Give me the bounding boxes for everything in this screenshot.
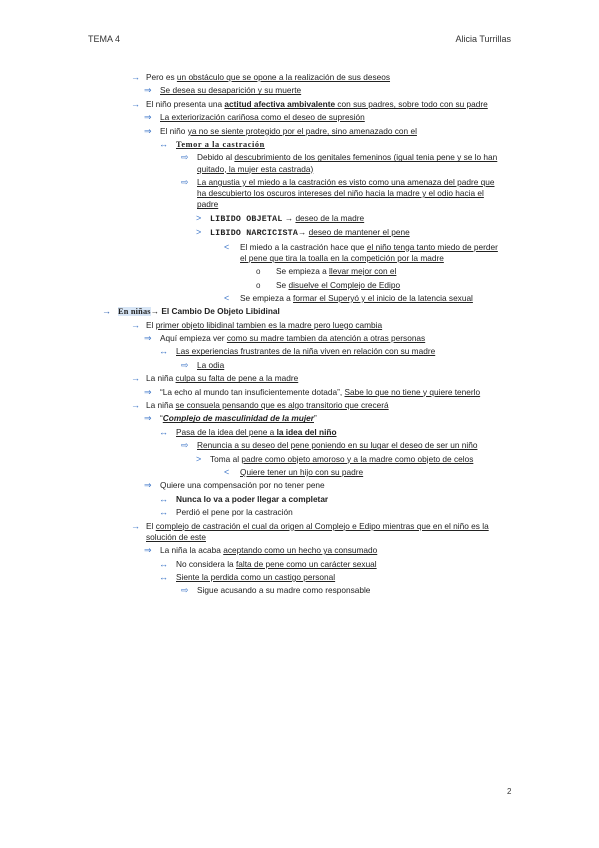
item-bold-text: Nunca lo va a poder llegar a completar xyxy=(176,493,329,504)
item-underlined-text: con sus padres, sobre todo con su padre xyxy=(335,98,488,109)
item-underlined-text: La exteriorización cariñosa como el deseo de supresión xyxy=(160,112,365,123)
header-topic: TEMA 4 xyxy=(88,34,121,44)
outline-item xyxy=(0,242,506,264)
item-text: → xyxy=(298,227,309,238)
outline-item xyxy=(0,427,599,438)
outline-item xyxy=(0,139,599,150)
item-text: Quiere una compensación por no tener pene xyxy=(160,480,325,491)
outline-item xyxy=(0,480,599,491)
outline-item xyxy=(0,227,599,239)
item-underlined-text: como su madre tambien da atención a otras personas xyxy=(226,333,426,344)
item-text: La niña xyxy=(146,373,176,384)
outline-item xyxy=(0,387,508,398)
outline-item xyxy=(0,112,599,123)
item-underlined-text: culpa su falta de pene a la madre xyxy=(175,373,299,384)
outline-item xyxy=(0,85,599,96)
outline-item xyxy=(0,293,506,304)
outline-item xyxy=(0,507,599,518)
item-underlined-text: Se desea su desaparición y su muerte xyxy=(160,85,302,96)
arrow-icon: → xyxy=(131,373,140,384)
item-underlined-text: Pasa de la idea del pene a xyxy=(176,426,277,437)
outline-item xyxy=(0,72,599,83)
chevron-right-icon: > xyxy=(196,227,202,238)
outline-item xyxy=(0,346,599,357)
item-underlined-text: Renuncia a su deseo del pene poniendo en su lugar el deseo de ser un niño xyxy=(197,440,478,451)
outline-item xyxy=(0,360,599,371)
left-right-arrow-icon: ↔ xyxy=(159,426,168,437)
chevron-right-icon: > xyxy=(196,212,202,223)
item-underlined-text: falta de pene como un carácter sexual xyxy=(235,558,377,569)
less-than-icon: < xyxy=(224,241,230,252)
outline-item xyxy=(0,494,599,505)
arrow-icon: → xyxy=(131,400,140,411)
item-text: La niña la acaba xyxy=(160,545,224,556)
item-underlined-text: ya no se siente protegido por el padre, sino amenazado con el xyxy=(187,125,417,136)
arrow-icon: → xyxy=(131,98,140,109)
left-right-arrow-icon: ↔ xyxy=(159,571,168,582)
item-text: ” xyxy=(314,413,317,424)
item-underlined-text: Siente la perdida como un castigo personal xyxy=(176,571,336,582)
circle-bullet-icon: o xyxy=(256,267,261,277)
outline-item xyxy=(0,454,506,465)
less-than-icon: < xyxy=(224,292,230,303)
item-text: Sigue acusando a su madre como responsable xyxy=(197,585,371,596)
item-underlined-text: La odia xyxy=(197,359,225,370)
outline-item xyxy=(0,572,599,583)
outline-item xyxy=(0,400,599,411)
item-underlined-text: deseo de mantener el pene xyxy=(308,227,410,238)
outline-item xyxy=(0,333,599,344)
item-underlined-text: el niño tenga tanto miedo de perder el pene que tira la toalla en la competición por la madre xyxy=(240,241,498,263)
item-text: → xyxy=(150,306,162,317)
item-bold-text: actitud afectiva ambivalente xyxy=(224,98,336,109)
arrow-icon: → xyxy=(131,319,140,330)
notes-body xyxy=(0,72,599,599)
outline-item xyxy=(0,320,599,331)
less-than-icon: < xyxy=(224,466,230,477)
item-text: Se empieza a xyxy=(276,266,330,277)
item-underlined-text: Temor a la castración xyxy=(176,139,265,149)
item-text: El xyxy=(146,520,156,531)
chevron-right-icon: > xyxy=(196,453,202,464)
item-text: El xyxy=(146,319,156,330)
double-arrow-icon: ⇒ xyxy=(144,386,152,397)
item-underlined-text: formar el Superyó y el inicio de la latencia sexual xyxy=(293,292,473,303)
item-text: → xyxy=(282,212,296,223)
left-right-arrow-icon: ↔ xyxy=(159,138,168,149)
item-text: No considera la xyxy=(176,558,236,569)
hollow-arrow-icon: ⇨ xyxy=(181,359,189,370)
double-arrow-icon: ⇒ xyxy=(144,545,152,556)
outline-item xyxy=(0,373,599,384)
item-text: Toma al xyxy=(210,453,242,464)
arrow-icon: → xyxy=(102,306,111,317)
double-arrow-icon: ⇒ xyxy=(144,112,152,123)
circle-bullet-icon: o xyxy=(256,280,261,290)
left-right-arrow-icon: ↔ xyxy=(159,507,168,518)
item-text: Aquí empieza ver xyxy=(160,333,227,344)
hollow-arrow-icon: ⇨ xyxy=(181,152,189,163)
item-bold-text: El Cambio De Objeto Libidinal xyxy=(161,306,280,317)
item-underlined-text: Complejo de masculinidad de la mujer xyxy=(162,413,314,424)
item-text: El niño presenta una xyxy=(146,98,225,109)
left-right-arrow-icon: ↔ xyxy=(159,493,168,504)
item-text: Se empieza a xyxy=(240,292,294,303)
double-arrow-icon: ⇒ xyxy=(144,125,152,136)
item-underlined-text: La angustia y el miedo a la castración es visto como una amenaza del padre que ha descubierto los oscuros intereses del niño hacia la madre y el odio hacia el padre xyxy=(197,176,495,210)
item-text: Debido al xyxy=(197,152,235,163)
arrow-icon: → xyxy=(131,520,140,531)
item-text: Pero es xyxy=(146,72,177,82)
outline-item xyxy=(0,521,509,543)
item-text: Se xyxy=(276,279,289,290)
page-number: 2 xyxy=(507,787,512,796)
item-text: “ xyxy=(160,413,163,424)
outline-item xyxy=(0,99,506,110)
item-underlined-text: un obstáculo que se opone a la realización de sus deseos xyxy=(176,72,391,82)
item-text: Perdió el pene por la castración xyxy=(176,507,293,518)
item-text: “La echo al mundo tan insuficientemente dotada”, xyxy=(160,386,345,397)
double-arrow-icon: ⇒ xyxy=(144,85,152,96)
item-mono-text: LIBIDO NARCICISTA xyxy=(210,229,299,239)
outline-item xyxy=(0,545,599,556)
item-underlined-text: complejo de castración el cual da origen al Complejo e Edipo mientras que en el niño es la solución de este xyxy=(146,520,489,542)
hollow-arrow-icon: ⇨ xyxy=(181,176,189,187)
item-underlined-text: llevar mejor con el xyxy=(329,266,397,277)
hollow-arrow-icon: ⇨ xyxy=(181,440,189,451)
outline-item xyxy=(0,126,599,137)
left-right-arrow-icon: ↔ xyxy=(159,558,168,569)
item-text: El niño xyxy=(160,125,188,136)
left-right-arrow-icon: ↔ xyxy=(159,346,168,357)
outline-item xyxy=(0,177,506,211)
item-text: El miedo a la castración hace que xyxy=(240,241,367,252)
item-underlined-text: disuelve el Complejo de Edipo xyxy=(288,279,401,290)
item-underlined-text: padre como objeto amoroso y a la madre como objeto de celos xyxy=(241,453,474,464)
item-underlined-text: Sabe lo que no tiene y quiere tenerlo xyxy=(344,386,481,397)
outline-item xyxy=(0,266,599,277)
double-arrow-icon: ⇒ xyxy=(144,480,152,491)
item-underlined-text: Las experiencias frustrantes de la niña viven en relación con su madre xyxy=(176,346,436,357)
arrow-icon: → xyxy=(131,72,140,82)
page-header xyxy=(88,34,511,48)
outline-item xyxy=(0,467,599,478)
item-underlined-text: descubrimiento de los genitales femeninos (igual tenia pene y se lo han quitado, la mujer esta castrada) xyxy=(197,152,498,174)
item-underlined-text: deseo de la madre xyxy=(295,212,365,223)
hollow-arrow-icon: ⇨ xyxy=(181,585,189,596)
section-heading xyxy=(0,306,599,317)
outline-item xyxy=(0,280,599,291)
outline-item xyxy=(0,213,599,225)
outline-item xyxy=(0,585,599,596)
item-highlighted-text: En niñas xyxy=(118,307,151,317)
item-underlined-text: se consuela pensando que es algo transitorio que crecerá xyxy=(175,400,389,411)
double-arrow-icon: ⇒ xyxy=(144,413,152,424)
double-arrow-icon: ⇒ xyxy=(144,333,152,344)
item-mono-text: LIBIDO OBJETAL xyxy=(210,214,283,224)
outline-item xyxy=(0,413,599,424)
item-bold-text: la idea del niño xyxy=(276,426,337,437)
outline-item xyxy=(0,152,502,174)
outline-item xyxy=(0,440,505,451)
item-underlined-text: aceptando como un hecho ya consumado xyxy=(223,545,378,556)
item-text: La niña xyxy=(146,400,176,411)
item-underlined-text: Quiere tener un hijo con su padre xyxy=(240,466,364,477)
outline-item xyxy=(0,559,599,570)
header-author: Alicia Turrillas xyxy=(455,34,511,44)
item-underlined-text: primer objeto libidinal tambien es la madre pero luego cambia xyxy=(155,319,383,330)
